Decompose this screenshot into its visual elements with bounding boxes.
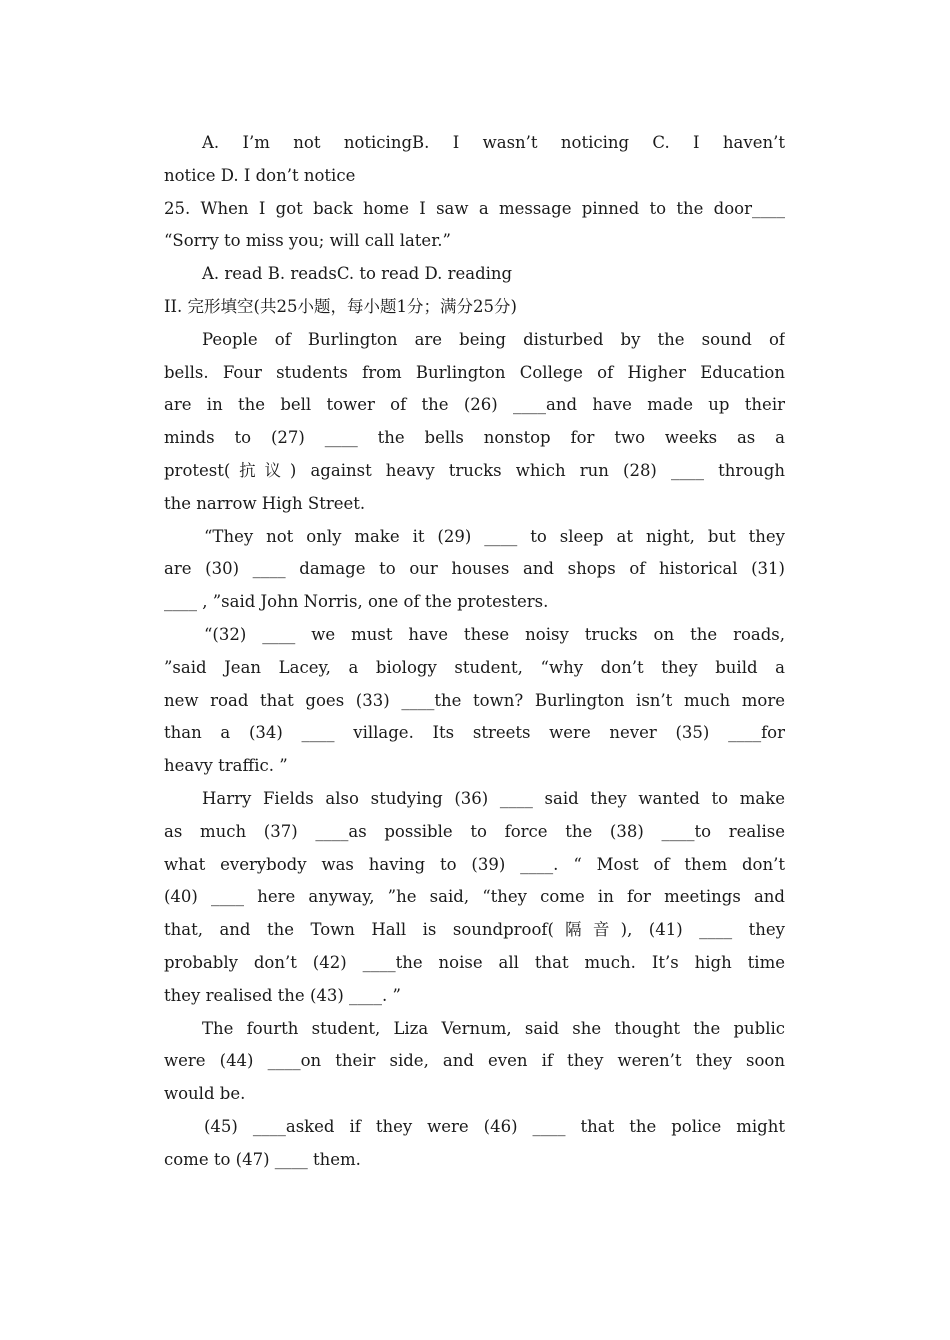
passage-line: were (44) ____on their side, and even if they weren’t they soon — [164, 1051, 785, 1071]
q24-options-line-1: A. I’m not noticingB. I wasn’t noticing C. I haven’t — [202, 133, 785, 152]
passage-line: the narrow High Street. — [164, 493, 366, 513]
passage-line: ”said Jean Lacey, a biology student, “why don’t they build a — [164, 657, 785, 677]
passage-line: protest(抗议) against heavy trucks which run (28) ____ through — [164, 460, 785, 480]
passage-paragraph — [164, 324, 785, 521]
passage-paragraph — [164, 1013, 785, 1111]
passage-line: are (30) ____ damage to our houses and shops of historical (31) — [164, 559, 785, 579]
q24-options-line-2: notice D. I don’t notice — [164, 165, 356, 185]
exam-page — [164, 127, 785, 1177]
passage-line: (40) ____ here anyway, ”he said, “they come in for meetings and — [164, 887, 785, 907]
passage-line: that, and the Town Hall is soundproof(隔音), (41) ____ they — [164, 920, 785, 940]
passage-line: “They not only make it (29) ____ to sleep at night, but they — [204, 526, 785, 546]
passage-line: heavy traffic. ” — [164, 756, 288, 776]
passage-line: probably don’t (42) ____the noise all that much. It’s high time — [164, 952, 785, 972]
section-heading: II. 完形填空(共25小题，每小题1分；满分25分) — [164, 296, 517, 316]
passage-line: People of Burlington are being disturbed by the sound of — [202, 329, 785, 349]
passage-paragraph — [164, 1111, 785, 1177]
passage-paragraph — [164, 619, 785, 783]
passage-line: as much (37) ____as possible to force the (38) ____to realise — [164, 821, 785, 841]
passage-line: The fourth student, Liza Vernum, said she thought the public — [202, 1018, 785, 1038]
passage-line: are in the bell tower of the (26) ____and have made up their — [164, 395, 785, 415]
passage-line: they realised the (43) ____. ” — [164, 985, 401, 1005]
passage-line: bells. Four students from Burlington College of Higher Education — [164, 362, 785, 382]
q25-options: A. read B. readsC. to read D. reading — [202, 264, 513, 284]
passage-line: what everybody was having to (39) ____. “ Most of them don’t — [164, 854, 785, 874]
passage-line: Harry Fields also studying (36) ____ said they wanted to make — [202, 788, 785, 808]
q25-stem-line-1: 25. When I got back home I saw a message pinned to the door____ — [164, 198, 785, 218]
passage-line: (45) ____asked if they were (46) ____ that the police might — [204, 1116, 785, 1136]
passage-line: “(32) ____ we must have these noisy trucks on the roads, — [204, 624, 785, 644]
passage-line: ____ , ”said John Norris, one of the protesters. — [164, 592, 549, 612]
passage-paragraph — [164, 783, 785, 1013]
passage-line: minds to (27) ____ the bells nonstop for two weeks as a — [164, 428, 785, 448]
q25-stem-line-2: “Sorry to miss you; will call later.” — [164, 231, 451, 251]
passage-line: would be. — [164, 1084, 246, 1104]
passage-paragraph — [164, 521, 785, 619]
passage-line: new road that goes (33) ____the town? Burlington isn’t much more — [164, 690, 785, 710]
passage-line: come to (47) ____ them. — [164, 1149, 361, 1169]
passage-line: than a (34) ____ village. Its streets were never (35) ____for — [164, 723, 785, 743]
